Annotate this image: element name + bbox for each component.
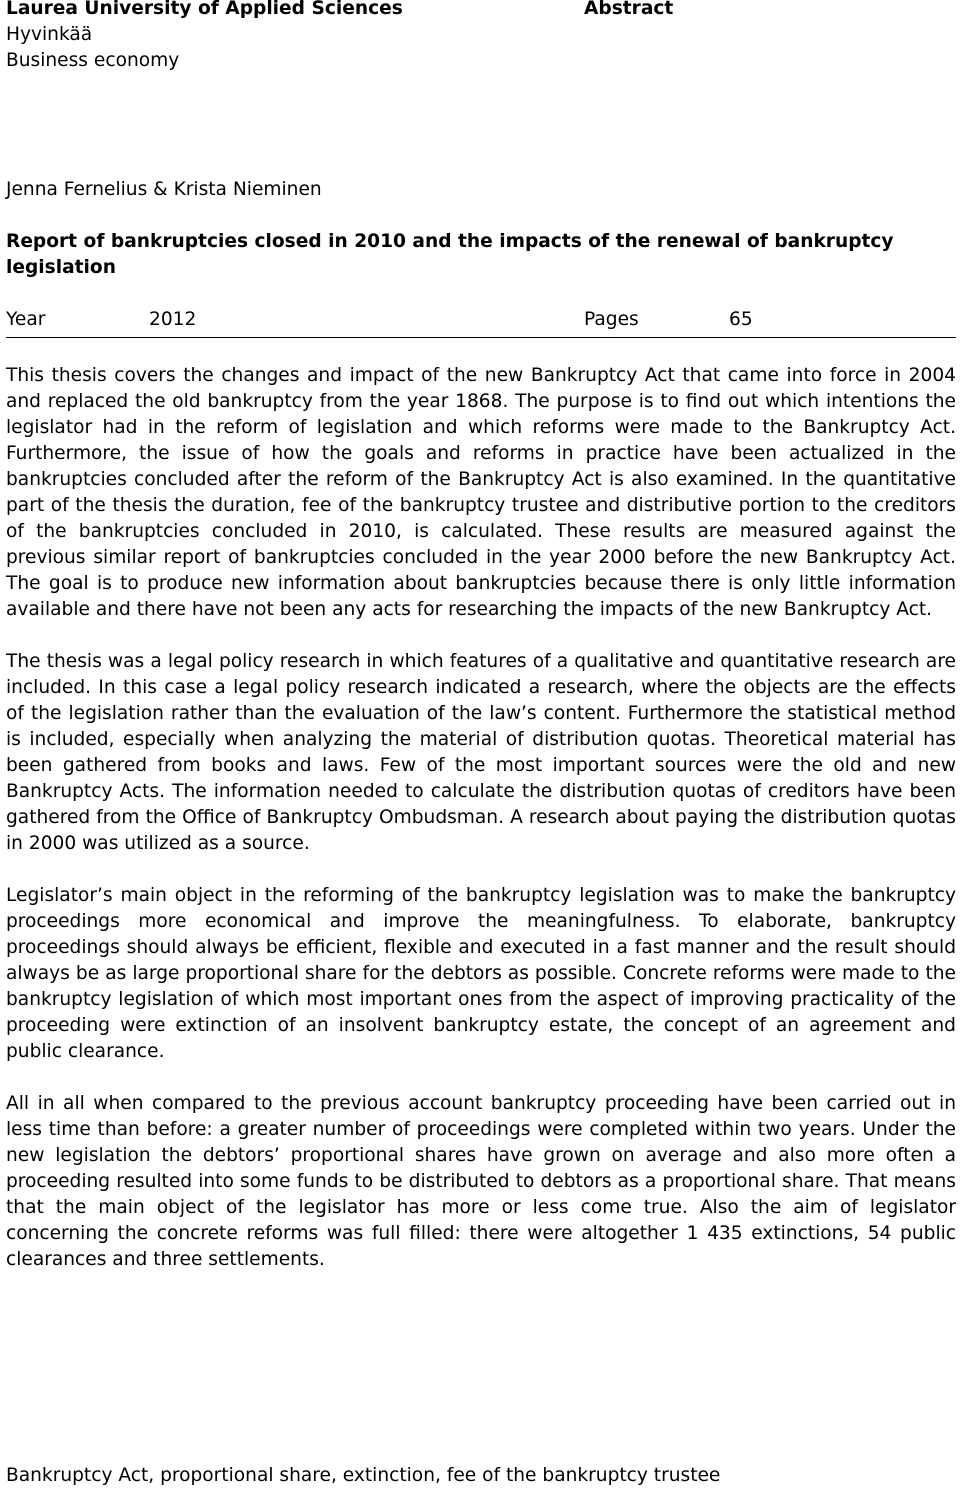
keywords: Bankruptcy Act, proportional share, extinction, fee of the bankruptcy trustee	[6, 1465, 721, 1486]
pages-value: 65	[729, 309, 753, 330]
abstract-paragraph: All in all when compared to the previous account bankruptcy proceeding have been carried out in less time than before: a greater number of proceedings were completed within two years. Under the new legislation the debtors’ proportional shares have grown on average and also more often a proceeding resulted into some funds to be distributed to debtors as a proportional share. That means that the main object of the legislator has more or less come true. Also the aim of legislator concerning the concrete reforms was full filled: there were altogether 1 435 extinctions, 54 public clearances and three settlements.	[6, 1093, 956, 1270]
year-label: Year	[6, 309, 46, 330]
thesis-title: Report of bankruptcies closed in 2010 and the impacts of the renewal of bankruptcy legislation	[6, 231, 894, 278]
institution-name: Laurea University of Applied Sciences	[6, 0, 403, 19]
abstract-paragraph: The thesis was a legal policy research in which features of a qualitative and quantitative research are included. In this case a legal policy research indicated a research, where the objects are the effects of the legislation rather than the evaluation of the law’s content. Furthermore the statistical method is included, especially when analyzing the material of distribution quotas. Theoretical material has been gathered from books and laws. Few of the most important sources were the old and new Bankruptcy Acts. The information needed to calculate the distribution quotas of creditors have been gathered from the Office of Bankruptcy Ombudsman. A research about paying the distribution quotas in 2000 was utilized as a source.	[6, 651, 956, 854]
authors: Jenna Fernelius & Krista Nieminen	[6, 179, 322, 200]
institution-block	[6, 0, 566, 74]
campus-name: Hyvinkää	[6, 24, 93, 45]
document-type: Abstract	[584, 0, 674, 19]
year-value: 2012	[149, 309, 197, 330]
department-name: Business economy	[6, 50, 180, 71]
abstract-page	[6, 0, 954, 1491]
abstract-body	[6, 363, 956, 1299]
abstract-paragraph: Legislator’s main object in the reforming of the bankruptcy legislation was to make the bankruptcy proceedings more economical and improve the meaningfulness. To elaborate, bankruptcy proceedings should always be efficient, flexible and executed in a fast manner and the result should always be as large proportional share for the debtors as possible. Concrete reforms were made to the bankruptcy legislation of which most important ones from the aspect of improving practicality of the proceeding were extinction of an insolvent bankruptcy estate, the concept of an agreement and public clearance.	[6, 885, 956, 1062]
pages-label: Pages	[584, 309, 639, 330]
meta-row	[6, 307, 956, 338]
abstract-paragraph: This thesis covers the changes and impact of the new Bankruptcy Act that came into force in 2004 and replaced the old bankruptcy from the year 1868. The purpose is to find out which intentions the legislator had in the reform of legislation and which reforms were made to the Bankruptcy Act. Furthermore, the issue of how the goals and reforms in practice have been actualized in the bankruptcies concluded after the reform of the Bankruptcy Act is also examined. In the quantitative part of the thesis the duration, fee of the bankruptcy trustee and distributive portion to the creditors of the bankruptcies concluded in 2010, is calculated. These results are measured against the previous similar report of bankruptcies concluded in the year 2000 before the new Bankruptcy Act. The goal is to produce new information about bankruptcies because there is only little information available and there have not been any acts for researching the impacts of the new Bankruptcy Act.	[6, 365, 956, 620]
